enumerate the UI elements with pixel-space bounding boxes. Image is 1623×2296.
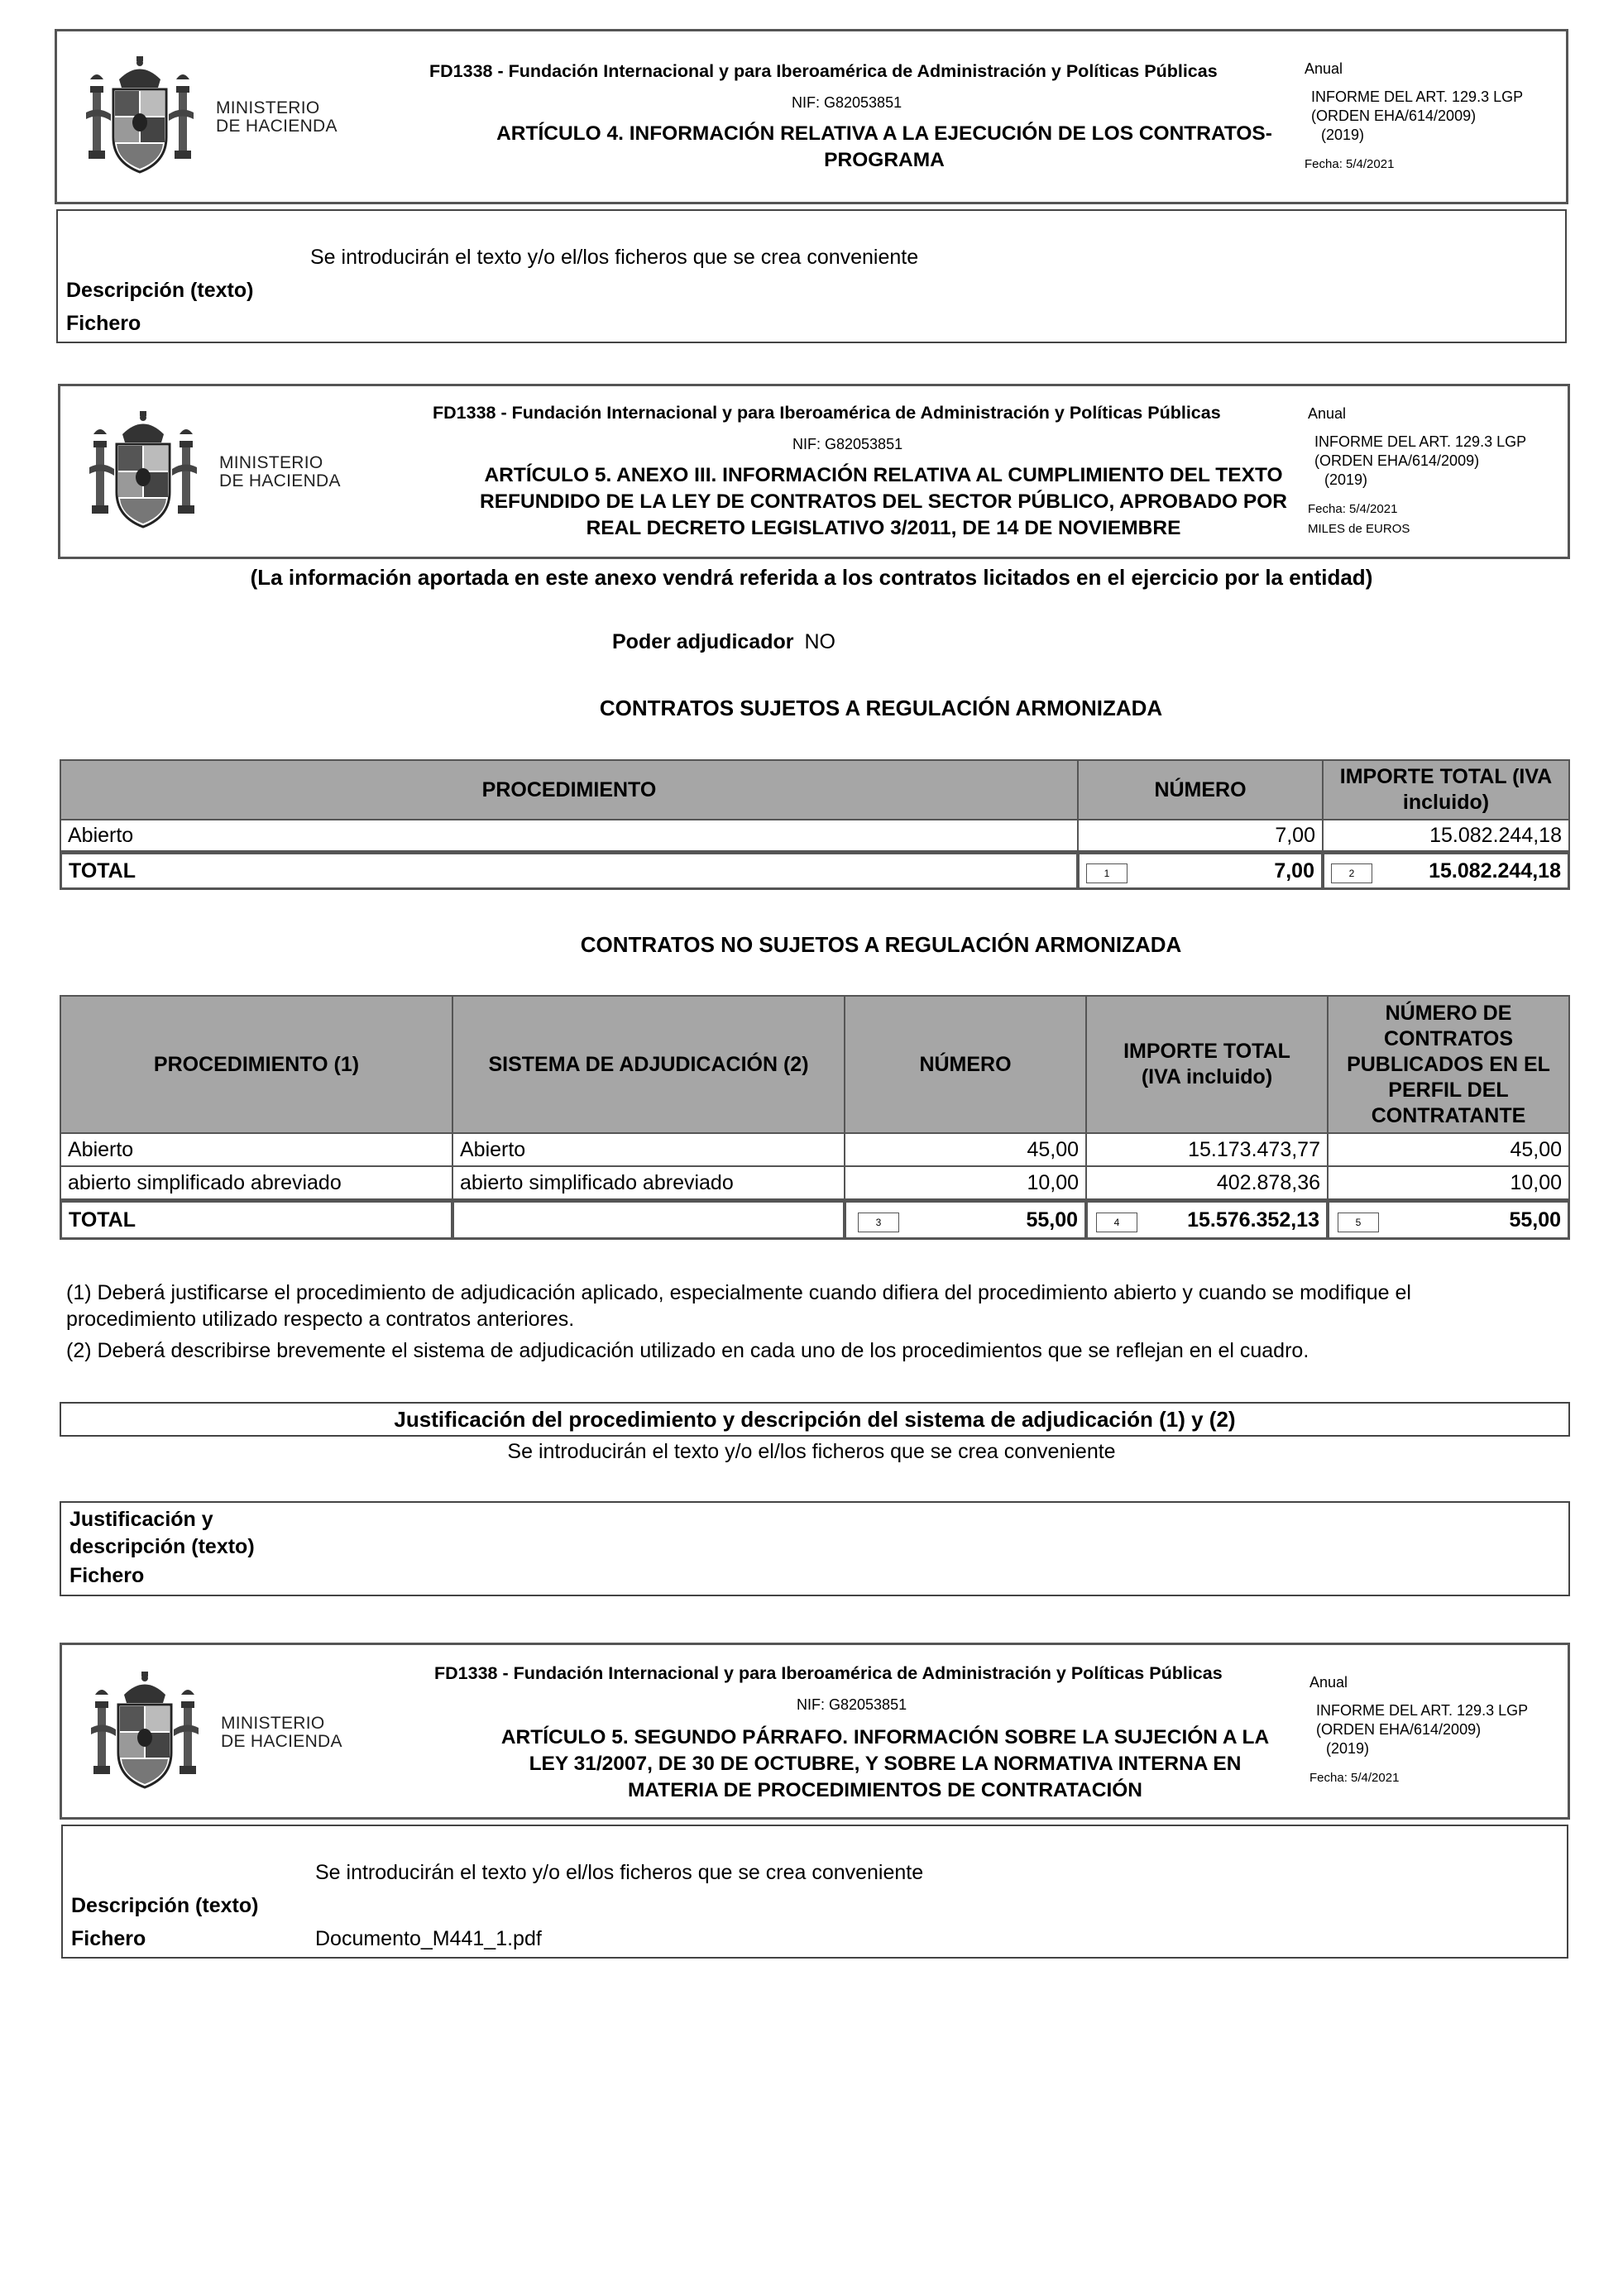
nif-text: NIF: G82053851 xyxy=(792,436,903,452)
period: Anual xyxy=(1309,1674,1348,1691)
table1-total-numero xyxy=(1077,852,1324,890)
nif-text: NIF: G82053851 xyxy=(797,1696,907,1713)
entity-name: FD1338 - Fundación Internacional y para Iberoamérica de Administración y Políticas Públicas xyxy=(434,1663,1223,1683)
report-line-1: INFORME DEL ART. 129.3 LGP xyxy=(1311,88,1524,105)
article-title xyxy=(426,1724,1344,1804)
table-row-importe: 402.878,36 xyxy=(1085,1165,1329,1200)
justification-section xyxy=(60,1501,1570,1596)
report-date: Fecha: 5/4/2021 xyxy=(1308,502,1398,516)
description-section-3 xyxy=(61,1825,1568,1959)
table1-header-importe: IMPORTE TOTAL (IVA incluido) xyxy=(1322,759,1570,820)
description-label: Descripción (texto) xyxy=(71,1894,259,1917)
article-title-line-3: MATERIA DE PROCEDIMIENTOS DE CONTRATACIÓN xyxy=(627,1779,1143,1801)
table-row-procedimiento: Abierto xyxy=(60,1132,453,1167)
report-date: Fecha: 5/4/2021 xyxy=(1309,1771,1400,1785)
report-reference xyxy=(1316,1701,1528,1758)
article-title-line-1: ARTÍCULO 5. ANEXO III. INFORMACIÓN RELATIVA AL CUMPLIMIENTO DEL TEXTO xyxy=(484,464,1283,486)
nif-text: NIF: G82053851 xyxy=(792,94,902,111)
section-intro-text: Se introducirán el texto y/o el/los ficheros que se crea conveniente xyxy=(310,246,919,269)
coat-of-arms-logo xyxy=(82,55,198,179)
report-line-3: (2019) xyxy=(1324,471,1368,488)
justification-label-line-1: Justificación y xyxy=(69,1508,213,1531)
article-title-line-2: LEY 31/2007, DE 30 DE OCTUBRE, Y SOBRE LA NORMATIVA INTERNA EN xyxy=(529,1753,1242,1775)
table-row-numero: 10,00 xyxy=(844,1165,1087,1200)
report-line-3: (2019) xyxy=(1326,1740,1370,1757)
table2-header-procedimiento: PROCEDIMIENTO (1) xyxy=(60,995,453,1134)
article-title xyxy=(421,121,1348,174)
period: Anual xyxy=(1305,60,1343,77)
poder-label: Poder adjudicador xyxy=(612,630,794,653)
article-title-line-1: ARTÍCULO 4. INFORMACIÓN RELATIVA A LA EJECUCIÓN DE LOS CONTRATOS- xyxy=(496,122,1272,145)
table-row-publicados: 10,00 xyxy=(1327,1165,1570,1200)
section-intro-text: Se introducirán el texto y/o el/los ficheros que se crea conveniente xyxy=(315,1861,924,1884)
header-block-2 xyxy=(58,384,1570,559)
ministry-line-1: MINISTERIO xyxy=(219,453,323,472)
table-row-numero: 7,00 xyxy=(1077,819,1324,852)
table2-title: CONTRATOS NO SUJETOS A REGULACIÓN ARMONIZADA xyxy=(580,932,1182,957)
table2-header-numero: NÚMERO xyxy=(844,995,1087,1134)
table2-header-importe: IMPORTE TOTAL (IVA incluido) xyxy=(1085,995,1329,1134)
currency-units: MILES de EUROS xyxy=(1308,522,1410,536)
period: Anual xyxy=(1308,405,1347,422)
article-title xyxy=(408,462,1359,542)
justification-intro: Se introducirán el texto y/o el/los ficheros que se crea conveniente xyxy=(507,1440,1116,1463)
file-name-link[interactable]: Documento_M441_1.pdf xyxy=(315,1927,542,1950)
article-title-line-3: REAL DECRETO LEGISLATIVO 3/2011, DE 14 DE NOVIEMBRE xyxy=(586,517,1181,539)
justification-label xyxy=(69,1506,255,1561)
ministry-line-2: DE HACIENDA xyxy=(221,1732,342,1751)
report-date: Fecha: 5/4/2021 xyxy=(1305,157,1395,171)
header-block-3 xyxy=(60,1643,1570,1820)
poder-value: NO xyxy=(804,630,835,653)
file-label: Fichero xyxy=(66,312,141,335)
justification-title-box xyxy=(60,1402,1570,1437)
ministry-line-1: MINISTERIO xyxy=(216,98,320,117)
file-label: Fichero xyxy=(71,1927,146,1950)
table1-header-numero: NÚMERO xyxy=(1077,759,1324,820)
table-row-sistema: abierto simplificado abreviado xyxy=(452,1165,845,1200)
table-row-procedimiento: abierto simplificado abreviado xyxy=(60,1165,453,1200)
table1-total-importe xyxy=(1322,852,1570,890)
report-line-2: (ORDEN EHA/614/2009) xyxy=(1311,108,1477,124)
entity-name: FD1338 - Fundación Internacional y para Iberoamérica de Administración y Políticas Públicas xyxy=(433,403,1221,423)
table1-total-label: TOTAL xyxy=(60,852,1079,890)
article-title-line-1: ARTÍCULO 5. SEGUNDO PÁRRAFO. INFORMACIÓN SOBRE LA SUJECIÓN A LA xyxy=(500,1726,1270,1748)
ministry-name xyxy=(219,454,341,490)
poder-adjudicador xyxy=(612,630,835,654)
table1-header-procedimiento: PROCEDIMIENTO xyxy=(60,759,1079,820)
table-row-publicados: 45,00 xyxy=(1327,1132,1570,1167)
ministry-line-1: MINISTERIO xyxy=(221,1714,325,1733)
table-row-procedimiento: Abierto xyxy=(60,819,1079,852)
table2-total-importe xyxy=(1085,1200,1329,1240)
table-row-numero: 45,00 xyxy=(844,1132,1087,1167)
reference-box-4: 4 xyxy=(1096,1213,1137,1232)
table-row-importe: 15.082.244,18 xyxy=(1322,819,1570,852)
report-reference xyxy=(1314,433,1526,490)
table2-total-publicados xyxy=(1327,1200,1570,1240)
file-label: Fichero xyxy=(69,1564,145,1587)
reference-box-5: 5 xyxy=(1338,1213,1379,1232)
coat-of-arms-logo xyxy=(87,1670,203,1794)
ministry-name xyxy=(221,1715,342,1751)
justification-label-line-2: descripción (texto) xyxy=(69,1535,255,1558)
table2-header-sistema: SISTEMA DE ADJUDICACIÓN (2) xyxy=(452,995,845,1134)
ministry-line-2: DE HACIENDA xyxy=(219,471,341,490)
report-reference xyxy=(1311,88,1523,145)
table2-total-numero xyxy=(844,1200,1087,1240)
annex-note: (La información aportada en este anexo vendrá referida a los contratos licitados en el ejercicio por la entidad) xyxy=(250,565,1373,590)
reference-box-1: 1 xyxy=(1086,863,1127,883)
header-block-1 xyxy=(55,29,1568,204)
report-line-3: (2019) xyxy=(1321,127,1365,143)
justification-title: Justificación del procedimiento y descripción del sistema de adjudicación (1) y (2) xyxy=(394,1407,1236,1432)
note-1 xyxy=(66,1280,1411,1332)
report-line-1: INFORME DEL ART. 129.3 LGP xyxy=(1316,1702,1529,1719)
article-title-line-2: PROGRAMA xyxy=(824,149,945,171)
note-1-line-2: procedimiento utilizado respecto a contratos anteriores. xyxy=(66,1308,575,1331)
table2-total-sistema xyxy=(452,1200,845,1240)
total-numero-value: 55,00 xyxy=(1026,1208,1078,1232)
total-importe-value: 15.576.352,13 xyxy=(1187,1208,1319,1232)
total-importe-value: 15.082.244,18 xyxy=(1429,859,1561,883)
description-section-1 xyxy=(56,209,1567,343)
table2-total-label: TOTAL xyxy=(60,1200,453,1240)
table-row-sistema: Abierto xyxy=(452,1132,845,1167)
description-label: Descripción (texto) xyxy=(66,279,254,302)
article-title-line-2: REFUNDIDO DE LA LEY DE CONTRATOS DEL SECTOR PÚBLICO, APROBADO POR xyxy=(480,490,1287,513)
report-line-2: (ORDEN EHA/614/2009) xyxy=(1314,452,1480,469)
entity-name: FD1338 - Fundación Internacional y para Iberoamérica de Administración y Políticas Públicas xyxy=(429,61,1218,81)
note-1-line-1: (1) Deberá justificarse el procedimiento de adjudicación aplicado, especialmente cuando difiera del procedimiento abierto y cuando se modifique el xyxy=(66,1281,1411,1304)
total-publicados-value: 55,00 xyxy=(1509,1208,1561,1232)
reference-box-3: 3 xyxy=(858,1213,899,1232)
total-numero-value: 7,00 xyxy=(1274,859,1314,883)
coat-of-arms-logo xyxy=(85,409,201,533)
table2-header-publicados: NÚMERO DE CONTRATOS PUBLICADOS EN EL PERFIL DEL CONTRATANTE xyxy=(1327,995,1570,1134)
table1-title: CONTRATOS SUJETOS A REGULACIÓN ARMONIZADA xyxy=(599,696,1163,720)
table-row-importe: 15.173.473,77 xyxy=(1085,1132,1329,1167)
reference-box-2: 2 xyxy=(1331,863,1372,883)
report-line-2: (ORDEN EHA/614/2009) xyxy=(1316,1721,1482,1738)
ministry-line-2: DE HACIENDA xyxy=(216,117,338,136)
note-2: (2) Deberá describirse brevemente el sistema de adjudicación utilizado en cada uno de los procedimientos que se reflejan en el cuadro. xyxy=(66,1339,1309,1362)
ministry-name xyxy=(216,99,338,136)
report-line-1: INFORME DEL ART. 129.3 LGP xyxy=(1314,433,1527,450)
